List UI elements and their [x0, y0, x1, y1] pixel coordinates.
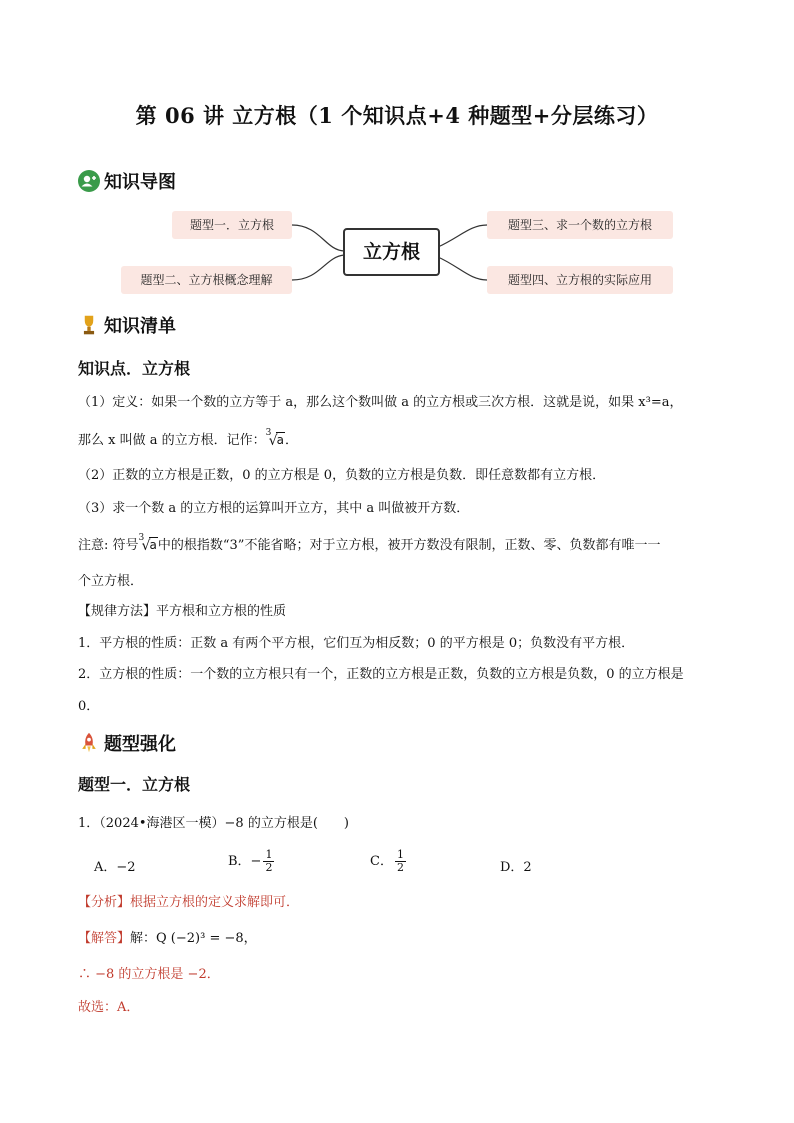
definition-1b-end: ．: [284, 433, 298, 448]
question-1: 1．（2024•海港区一模）−8 的立方根是( ): [78, 816, 349, 831]
mindmap-center: 立方根: [343, 228, 440, 276]
practice-heading: [78, 730, 176, 756]
mindmap-node-type3: 题型三、求一个数的立方根: [487, 211, 673, 239]
option-c-fraction: [395, 849, 406, 874]
knowledge-heading: [78, 312, 176, 338]
note-cube-root-index: 3: [138, 533, 145, 543]
option-c-prefix: C．: [370, 854, 393, 869]
option-a: A．−2: [94, 860, 136, 875]
mindmap-heading: [78, 168, 176, 194]
option-b-prefix: B．−: [228, 854, 262, 869]
note-prefix: 注意: 符号: [78, 538, 139, 553]
definition-1b-text: 那么 x 叫做 a 的立方根．记作：: [78, 433, 266, 448]
definition-3: （3）求一个数 a 的立方根的运算叫开立方，其中 a 叫做被开方数．: [78, 501, 470, 516]
option-c-numerator: 1: [396, 848, 404, 861]
note-continuation: 个立方根．: [78, 574, 144, 589]
option-c: [370, 849, 408, 874]
note-line: [78, 535, 660, 556]
cube-root-radicand: a: [276, 433, 284, 447]
rule-1: 1．平方根的性质：正数 a 有两个平方根，它们互为相反数；0 的平方根是 0；负数没有平方根．: [78, 636, 635, 651]
knowledge-point-title: 知识点．立方根: [78, 359, 191, 378]
mindmap-node-type2: 题型二、立方根概念理解: [121, 266, 292, 294]
answer-text: 解：Q (−2)³ = −8，: [130, 931, 257, 946]
option-d: D．2: [500, 860, 532, 875]
cube-root-index: 3: [265, 428, 272, 438]
option-b-denominator: 2: [265, 861, 273, 874]
option-c-denominator: 2: [396, 861, 404, 874]
user-group-icon: [78, 170, 100, 192]
note-cube-root-symbol: 3 √ a: [139, 535, 158, 556]
answer-tag: 【解答】: [78, 931, 131, 946]
mindmap-node-type1: 题型一．立方根: [172, 211, 292, 239]
mindmap-node-type4: 题型四、立方根的实际应用: [487, 266, 673, 294]
definition-2: （2）正数的立方根是正数，0 的立方根是 0，负数的立方根是负数．即任意数都有立方根．: [78, 468, 606, 483]
note-cube-root-radicand: a: [149, 538, 157, 552]
definition-1b: [78, 430, 298, 451]
trophy-icon: [78, 314, 100, 336]
definition-1a: （1）定义：如果一个数的立方等于 a，那么这个数叫做 a 的立方根或三次方根．这就是说，如果 x³=a，: [78, 395, 683, 410]
choose-line: 故选：A．: [78, 1000, 140, 1015]
cube-root-symbol: 3 √ a: [266, 430, 285, 451]
knowledge-heading-text: 知识清单: [104, 316, 176, 337]
answer-line: [78, 929, 257, 949]
analysis-text: 根据立方根的定义求解即可．: [130, 895, 300, 910]
practice-heading-text: 题型强化: [104, 734, 176, 755]
rule-title: 【规律方法】平方根和立方根的性质: [78, 604, 287, 619]
rule-2a: 2．立方根的性质：一个数的立方根只有一个，正数的立方根是正数，负数的立方根是负数，0 的立方根是: [78, 667, 684, 682]
rule-2b: 0．: [78, 699, 100, 714]
option-b: [228, 849, 276, 874]
option-b-fraction: [263, 849, 274, 874]
therefore-line: ∴ −8 的立方根是 −2．: [78, 967, 220, 982]
type-title: 题型一．立方根: [78, 775, 191, 794]
rocket-icon: [78, 732, 100, 754]
option-b-numerator: 1: [265, 848, 273, 861]
analysis-line: [78, 893, 299, 913]
mindmap-heading-text: 知识导图: [104, 172, 176, 193]
note-text: 中的根指数“3”不能省略；对于立方根，被开方数没有限制，正数、零、负数都有唯一一: [157, 538, 661, 553]
analysis-tag: 【分析】: [78, 895, 131, 910]
page-title: 第 06 讲 立方根（1 个知识点+4 种题型+分层练习）: [135, 103, 659, 128]
